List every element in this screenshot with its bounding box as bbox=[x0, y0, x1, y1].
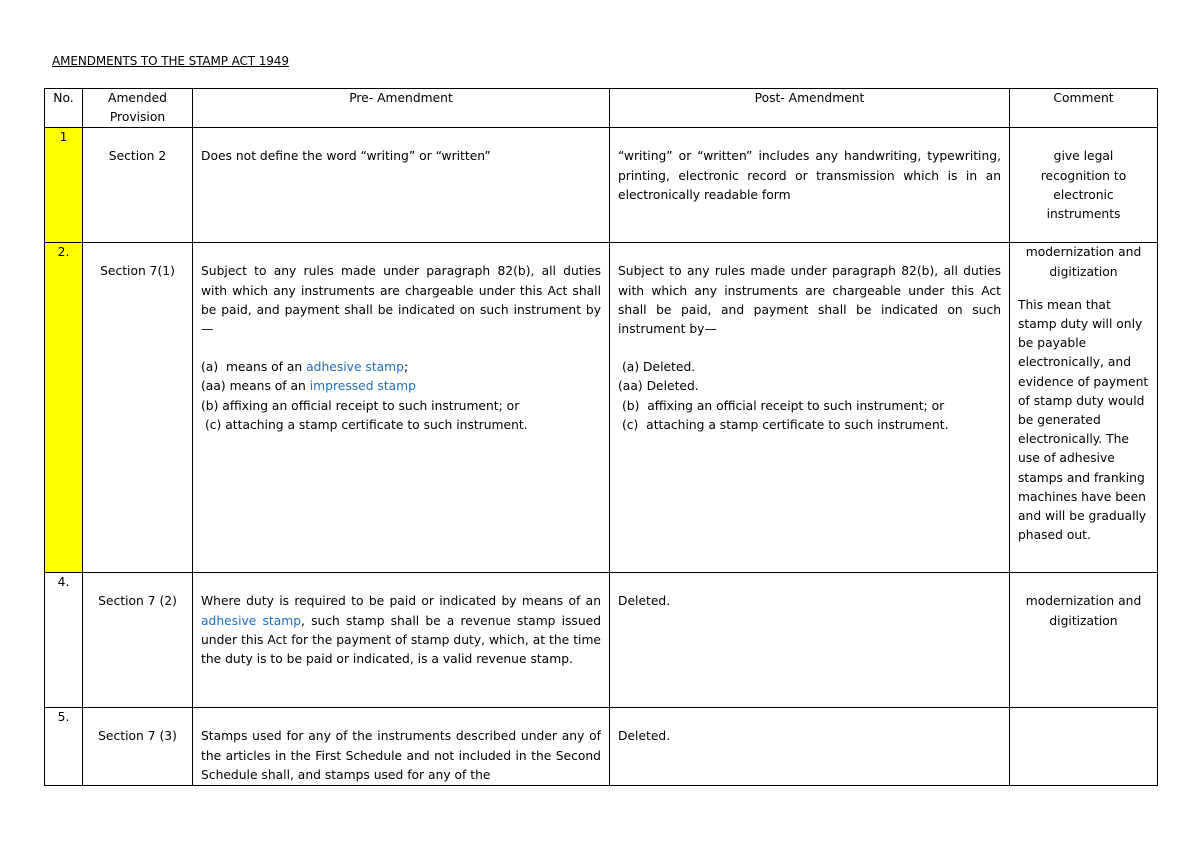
clause-aa-prefix: (aa) means of an bbox=[201, 379, 310, 394]
post-clause-c: (c) attaching a stamp certificate to such instrument. bbox=[622, 417, 949, 432]
post-clause-aa: (aa) Deleted. bbox=[618, 379, 699, 394]
amended-provision bbox=[83, 243, 193, 573]
table-row bbox=[45, 573, 1158, 708]
provision-label: Section 7(1) bbox=[100, 264, 175, 279]
post-amendment-text: “writing” or “written” includes any handwriting, typewriting, printing, electronic record or transmission which is in an electronically readable form bbox=[618, 149, 1001, 202]
pre-clause-aa bbox=[201, 377, 601, 396]
post-amendment-cell bbox=[610, 573, 1010, 708]
header-no: No. bbox=[45, 89, 83, 128]
table-row bbox=[45, 128, 1158, 243]
pre-clause-b: (b) affixing an official receipt to such instrument; or bbox=[201, 398, 520, 413]
comment-heading: modernization and digitization bbox=[1025, 245, 1142, 279]
pre-text-suffix: , such stamp shall be a revenue stamp issued under this Act for the payment of stamp duty, which, at the time the duty is to be paid or indicated, is a valid revenue stamp. bbox=[201, 613, 602, 667]
pre-text-prefix: Where duty is required to be paid or indicated by means of an bbox=[201, 594, 601, 609]
amended-provision bbox=[83, 128, 193, 243]
header-comment: Comment bbox=[1010, 89, 1158, 128]
row-number: 2. bbox=[45, 243, 83, 573]
comment-cell bbox=[1010, 573, 1158, 708]
pre-clause-a bbox=[201, 358, 601, 377]
pre-amendment-intro: Subject to any rules made under paragraph 82(b), all duties with which any instruments are chargeable under this Act shall be paid, and payment shall be indicated on such instrument by— bbox=[201, 264, 601, 337]
pre-clause-c: (c) attaching a stamp certificate to such instrument. bbox=[205, 417, 528, 432]
post-amendment-cell bbox=[610, 708, 1010, 786]
provision-label: Section 7 (2) bbox=[98, 594, 177, 609]
comment-cell bbox=[1010, 708, 1158, 786]
row-number: 5. bbox=[45, 708, 83, 786]
pre-amendment-text: Stamps used for any of the instruments described under any of the articles in the First Schedule and not included in the Second Schedule shall, and stamps used for any of the bbox=[201, 729, 601, 782]
post-amendment-text: Deleted. bbox=[618, 729, 671, 744]
amended-provision bbox=[83, 708, 193, 786]
adhesive-stamp-link[interactable]: adhesive stamp bbox=[201, 613, 302, 628]
post-amendment-text: Deleted. bbox=[618, 594, 671, 609]
clause-a-prefix: (a) means of an bbox=[201, 360, 307, 375]
table-header-row bbox=[45, 89, 1158, 128]
pre-amendment-cell bbox=[193, 243, 610, 573]
row-number: 1 bbox=[45, 128, 83, 243]
post-amendment-intro: Subject to any rules made under paragraph 82(b), all duties with which any instruments are chargeable under this Act shall be paid, and payment shall be indicated on such instrument by— bbox=[618, 264, 1001, 337]
table-row bbox=[45, 708, 1158, 786]
amended-provision bbox=[83, 573, 193, 708]
comment-cell bbox=[1010, 128, 1158, 243]
provision-label: Section 7 (3) bbox=[98, 729, 177, 744]
header-provision: Amended Provision bbox=[83, 89, 193, 128]
post-clause-a: (a) Deleted. bbox=[622, 360, 696, 375]
comment-body: This mean that stamp duty will only be payable electronically, and evidence of payment of stamp duty would be generated electronically. The use of adhesive stamps and franking machines have been and will be gradually phased out. bbox=[1018, 297, 1149, 543]
comment-cell bbox=[1010, 243, 1158, 573]
provision-label: Section 2 bbox=[108, 149, 167, 164]
table-row bbox=[45, 243, 1158, 573]
post-amendment-cell bbox=[610, 243, 1010, 573]
clause-a-suffix: ; bbox=[403, 360, 409, 375]
page-title: AMENDMENTS TO THE STAMP ACT 1949 bbox=[52, 54, 289, 68]
header-pre-amendment: Pre- Amendment bbox=[193, 89, 610, 128]
pre-amendment-cell bbox=[193, 573, 610, 708]
header-post-amendment: Post- Amendment bbox=[610, 89, 1010, 128]
pre-amendment-cell bbox=[193, 128, 610, 243]
post-clause-b: (b) affixing an official receipt to such instrument; or bbox=[622, 398, 945, 413]
impressed-stamp-link[interactable]: impressed stamp bbox=[309, 379, 416, 394]
pre-amendment-text: Does not define the word “writing” or “written” bbox=[201, 149, 491, 164]
pre-amendment-cell bbox=[193, 708, 610, 786]
comment-text: give legal recognition to electronic instruments bbox=[1040, 149, 1127, 222]
comment-text: modernization and digitization bbox=[1025, 594, 1142, 628]
amendments-table bbox=[44, 88, 1158, 786]
pre-amendment-text bbox=[201, 592, 601, 669]
post-amendment-cell bbox=[610, 128, 1010, 243]
row-number: 4. bbox=[45, 573, 83, 708]
adhesive-stamp-link[interactable]: adhesive stamp bbox=[306, 360, 404, 375]
